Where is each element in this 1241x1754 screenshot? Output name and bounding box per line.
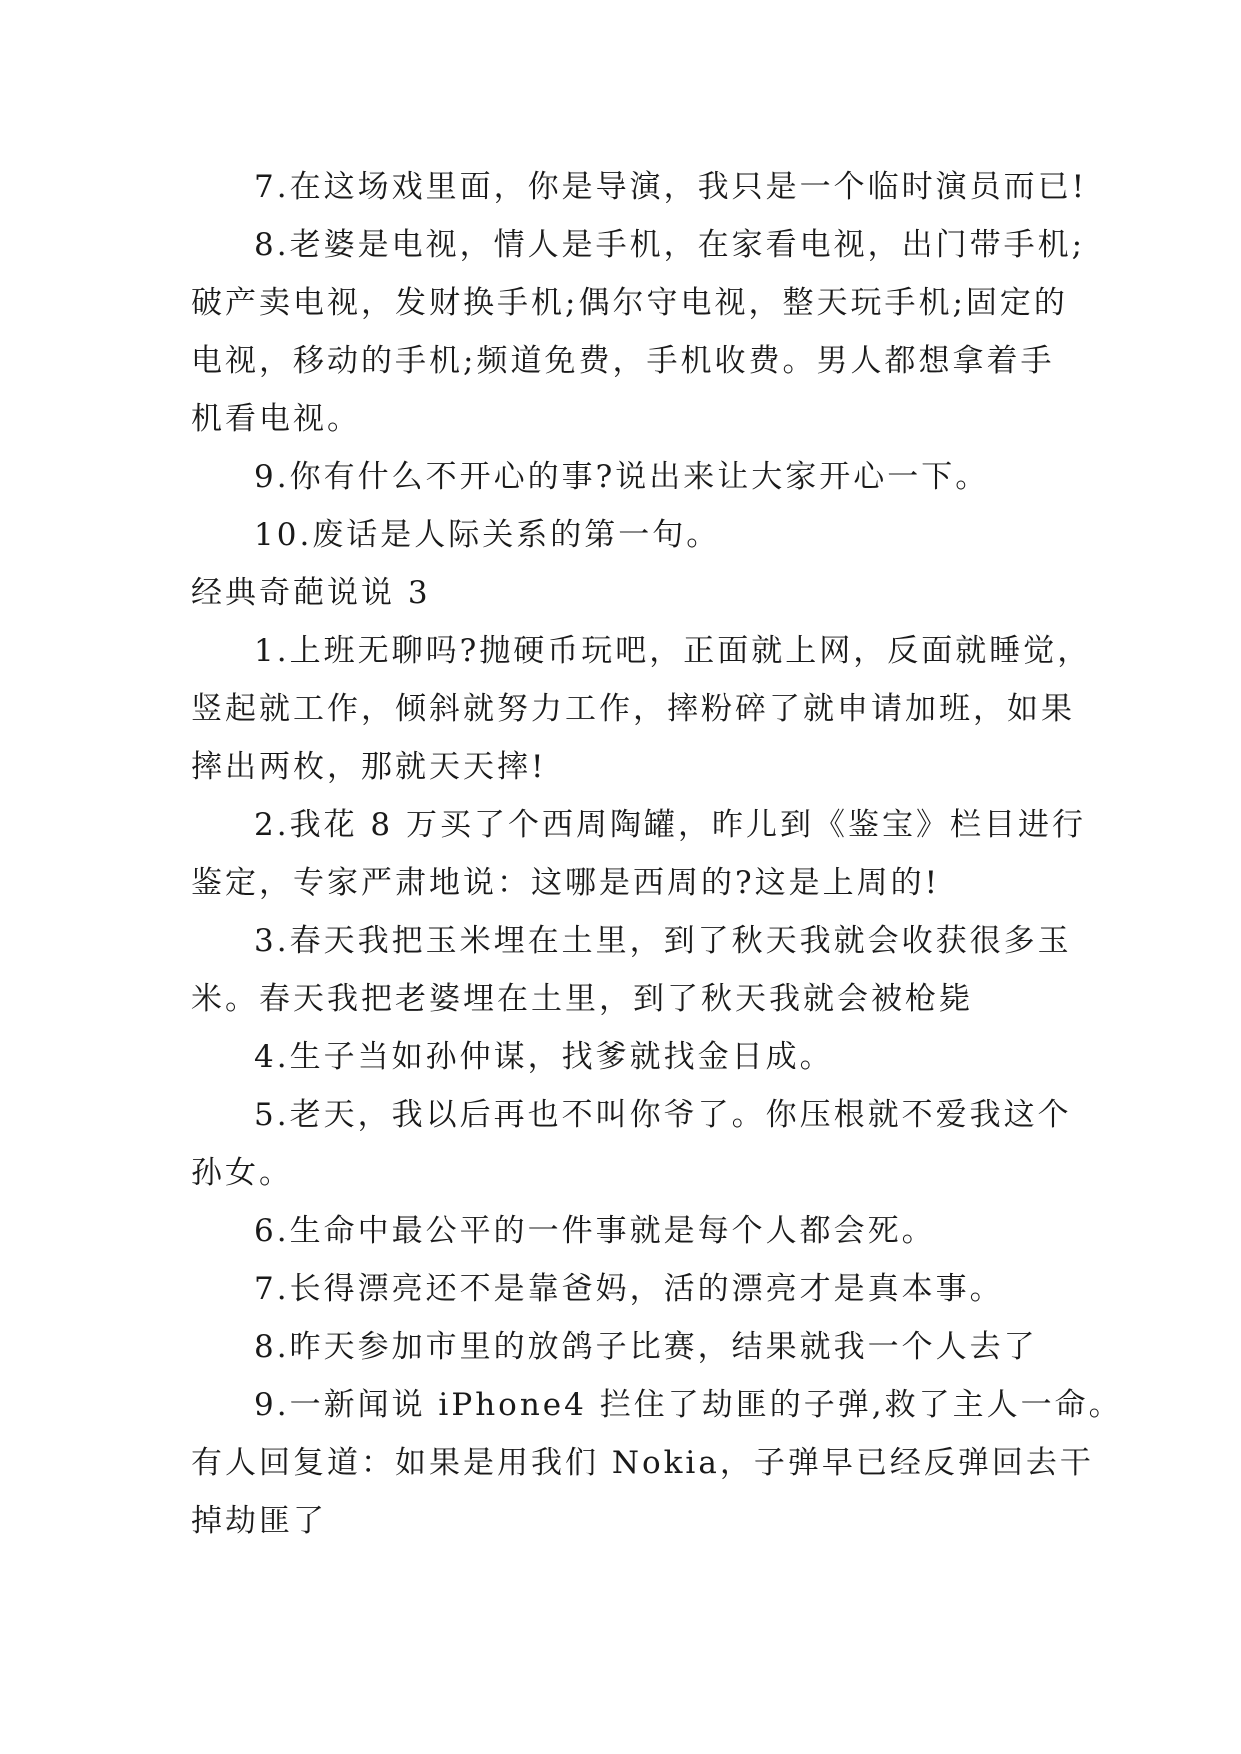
paragraph-line: 破产卖电视，发财换手机;偶尔守电视，整天玩手机;固定的: [191, 285, 1068, 321]
list-item-5-b: 5.老天，我以后再也不叫你爷了。你压根就不爱我这个: [254, 1097, 1072, 1133]
paragraph-line: 鉴定，专家严肃地说：这哪是西周的?这是上周的!: [191, 865, 941, 901]
paragraph-line: 摔出两枚，那就天天摔!: [191, 749, 547, 785]
list-item-1-b: 1.上班无聊吗?抛硬币玩吧，正面就上网，反面就睡觉，: [254, 633, 1092, 669]
section-heading: 经典奇葩说说 3: [191, 575, 431, 611]
list-item-9-b: 9.一新闻说 iPhone4 拦住了劫匪的子弹,救了主人一命。: [254, 1387, 1123, 1423]
list-item-6-b: 6.生命中最公平的一件事就是每个人都会死。: [254, 1213, 936, 1249]
list-item-10-a: 10.废话是人际关系的第一句。: [254, 517, 721, 553]
list-item-7-a: 7.在这场戏里面，你是导演，我只是一个临时演员而已!: [254, 169, 1088, 205]
list-item-8-a: 8.老婆是电视，情人是手机，在家看电视，出门带手机;: [254, 227, 1086, 263]
paragraph-line: 掉劫匪了: [191, 1503, 327, 1539]
list-item-9-a: 9.你有什么不开心的事?说出来让大家开心一下。: [254, 459, 990, 495]
list-item-2-b: 2.我花 8 万买了个西周陶罐，昨儿到《鉴宝》栏目进行: [254, 807, 1087, 843]
list-item-4-b: 4.生子当如孙仲谋，找爹就找金日成。: [254, 1039, 834, 1075]
list-item-8-b: 8.昨天参加市里的放鸽子比赛，结果就我一个人去了: [254, 1329, 1038, 1365]
paragraph-line: 有人回复道：如果是用我们 Nokia，子弹早已经反弹回去干: [191, 1445, 1094, 1481]
paragraph-line: 竖起就工作，倾斜就努力工作，摔粉碎了就申请加班，如果: [191, 691, 1075, 727]
paragraph-line: 机看电视。: [191, 401, 361, 437]
paragraph-line: 米。春天我把老婆埋在土里，到了秋天我就会被枪毙: [191, 981, 973, 1017]
list-item-7-b: 7.长得漂亮还不是靠爸妈，活的漂亮才是真本事。: [254, 1271, 1004, 1307]
paragraph-line: 电视，移动的手机;频道免费，手机收费。男人都想拿着手: [191, 343, 1055, 379]
list-item-3-b: 3.春天我把玉米埋在土里，到了秋天我就会收获很多玉: [254, 923, 1072, 959]
paragraph-line: 孙女。: [191, 1155, 293, 1191]
